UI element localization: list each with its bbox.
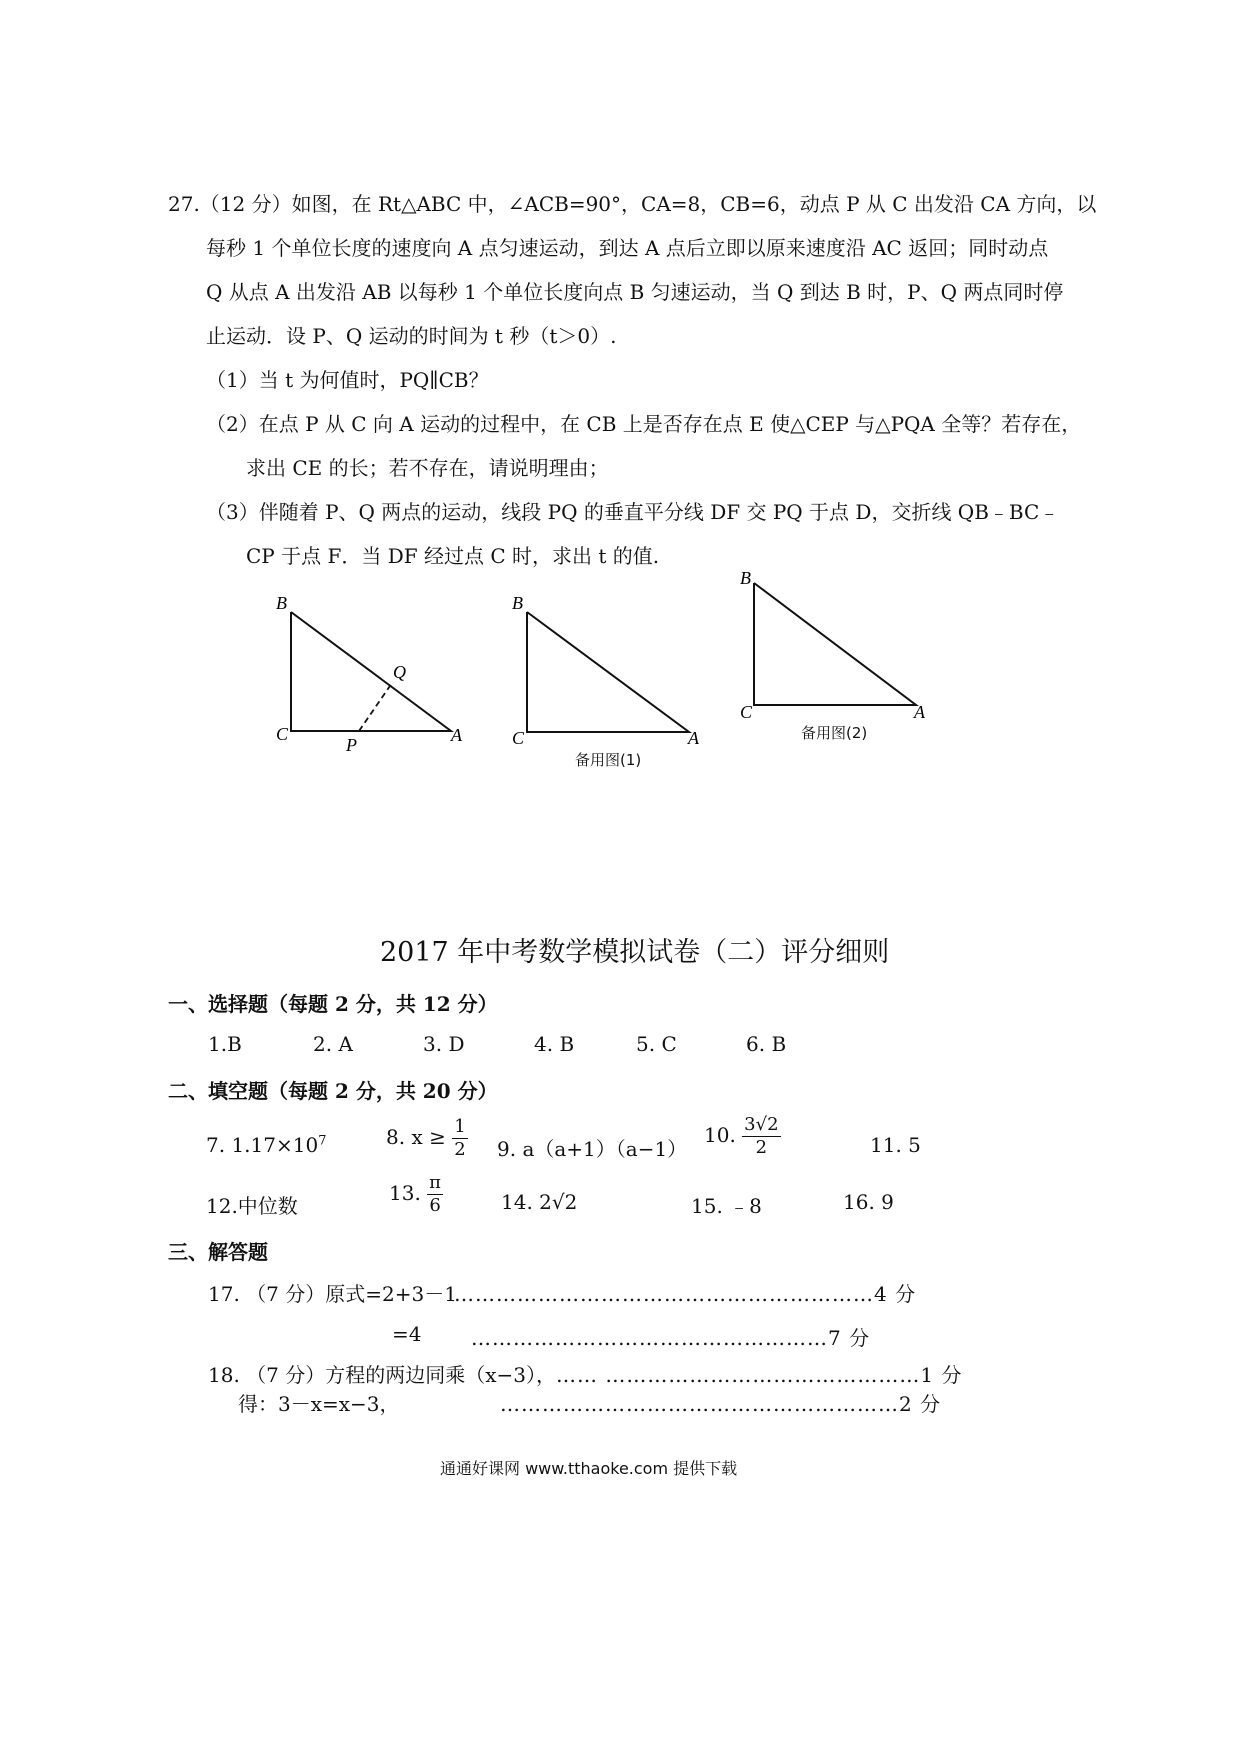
question-27-part-3a: （3）伴随着 P、Q 两点的运动，线段 PQ 的垂直平分线 DF 交 PQ 于点 D，交折线 QB﹣BC﹣ [206, 500, 1060, 524]
fill-8-prefix: 8. x ≥ [386, 1125, 446, 1149]
fill-10-prefix: 10. [704, 1123, 736, 1147]
fig2-caption: 备用图(1) [575, 751, 642, 769]
q18-line-2: 得：3－x=x−3， [238, 1392, 400, 1416]
question-27-line-2: 每秒 1 个单位长度的速度向 A 点匀速运动，到达 A 点后立即以原来速度沿 AC 返回；同时动点 [206, 236, 1049, 260]
fig1-label-b: B [276, 593, 287, 613]
mc-answer-5: 5. C [636, 1032, 677, 1056]
question-27-part-2b: 求出 CE 的长；若不存在，请说明理由； [246, 456, 609, 480]
fill-answer-7 [206, 1133, 326, 1157]
fig3-label-c: C [740, 702, 753, 722]
section-3-heading: 三、解答题 [168, 1240, 268, 1264]
fill-7-base: 7. 1.17×10 [206, 1133, 319, 1157]
mc-answer-3: 3. D [423, 1032, 465, 1056]
q17-line-2: =4 [392, 1322, 422, 1346]
fill-answer-13 [389, 1174, 443, 1215]
pq-dashed-segment [359, 683, 392, 731]
q18-score-1: …… ………………………………………1 分 [556, 1363, 963, 1387]
q17-line-1: 17. （7 分）原式=2+3－1 [208, 1282, 457, 1306]
mc-answer-4: 4. B [534, 1032, 575, 1056]
fig3-caption: 备用图(2) [801, 724, 868, 742]
fig2-label-a: A [688, 728, 699, 748]
section-2-heading: 二、填空题（每题 2 分，共 20 分） [168, 1079, 498, 1103]
fig1-label-p: P [346, 735, 357, 755]
fig3-label-b: B [740, 568, 751, 588]
question-27-line-3: Q 从点 A 出发沿 AB 以每秒 1 个单位长度向点 B 匀速运动，当 Q 到达 B 时，P、Q 两点同时停 [206, 280, 1064, 304]
fill-8-fraction [452, 1118, 467, 1159]
fig1-label-q: Q [393, 662, 406, 682]
question-27-part-1: （1）当 t 为何值时，PQ∥CB？ [206, 368, 489, 392]
fig1-label-c: C [276, 724, 289, 744]
q18-line-1: 18. （7 分）方程的两边同乘（x−3）， [208, 1363, 557, 1387]
fill-13-prefix: 13. [389, 1181, 421, 1205]
fill-10-numerator: 3√2 [744, 1114, 779, 1135]
fill-answer-14: 14. 2√2 [501, 1190, 578, 1214]
q17-score-2: ……………………………………………7 分 [471, 1326, 871, 1350]
figure-main-triangle [276, 593, 463, 755]
mc-answer-1: 1.B [208, 1032, 242, 1056]
mc-answer-6: 6. B [746, 1032, 787, 1056]
fill-answer-9: 9. a（a+1）（a−1） [497, 1137, 688, 1161]
fig2-label-b: B [512, 593, 523, 613]
figure-backup-2 [740, 568, 926, 722]
question-27-part-3b: CP 于点 F．当 DF 经过点 C 时，求出 t 的值. [246, 544, 660, 568]
fig1-label-a: A [451, 725, 462, 745]
fill-answer-15: 15. ﹣8 [691, 1194, 762, 1218]
figures-svg [0, 0, 1240, 800]
fill-answer-11: 11. 5 [870, 1133, 921, 1157]
fill-answer-12: 12.中位数 [206, 1194, 298, 1218]
question-27-line-4: 止运动．设 P、Q 运动的时间为 t 秒（t＞0）. [206, 324, 617, 348]
fill-answer-10 [704, 1116, 781, 1157]
fill-answer-16: 16. 9 [843, 1190, 894, 1214]
fig2-label-c: C [512, 728, 525, 748]
question-27-part-2a: （2）在点 P 从 C 向 A 运动的过程中，在 CB 上是否存在点 E 使△CEP 与△PQA 全等？若存在， [206, 412, 1082, 436]
q18-score-2: …………………………………………………2 分 [500, 1392, 942, 1416]
question-27-line-1: 27.（12 分）如图，在 Rt△ABC 中，∠ACB=90°，CA=8，CB=6，动点 P 从 C 出发沿 CA 方向，以 [168, 192, 1097, 216]
fill-answer-8 [386, 1118, 468, 1159]
fill-13-denominator: 6 [429, 1195, 441, 1216]
fill-8-numerator: 1 [454, 1116, 466, 1137]
q17-score-1: ……………………………………………………4 分 [454, 1282, 917, 1306]
section-1-heading: 一、选择题（每题 2 分，共 12 分） [168, 992, 498, 1016]
fill-13-fraction [427, 1174, 443, 1215]
figure-backup-1 [512, 593, 700, 748]
fill-7-exponent: 7 [318, 1133, 327, 1149]
fill-8-denominator: 2 [454, 1139, 466, 1160]
mc-answer-2: 2. A [313, 1032, 353, 1056]
fill-10-denominator: 2 [755, 1137, 768, 1158]
fig3-label-a: A [914, 702, 925, 722]
fill-13-numerator: π [429, 1172, 442, 1193]
footer-source: 通通好课网 www.tthaoke.com 提供下载 [440, 1459, 738, 1478]
fill-10-fraction [742, 1116, 780, 1157]
answers-title: 2017 年中考数学模拟试卷（二）评分细则 [380, 937, 890, 968]
